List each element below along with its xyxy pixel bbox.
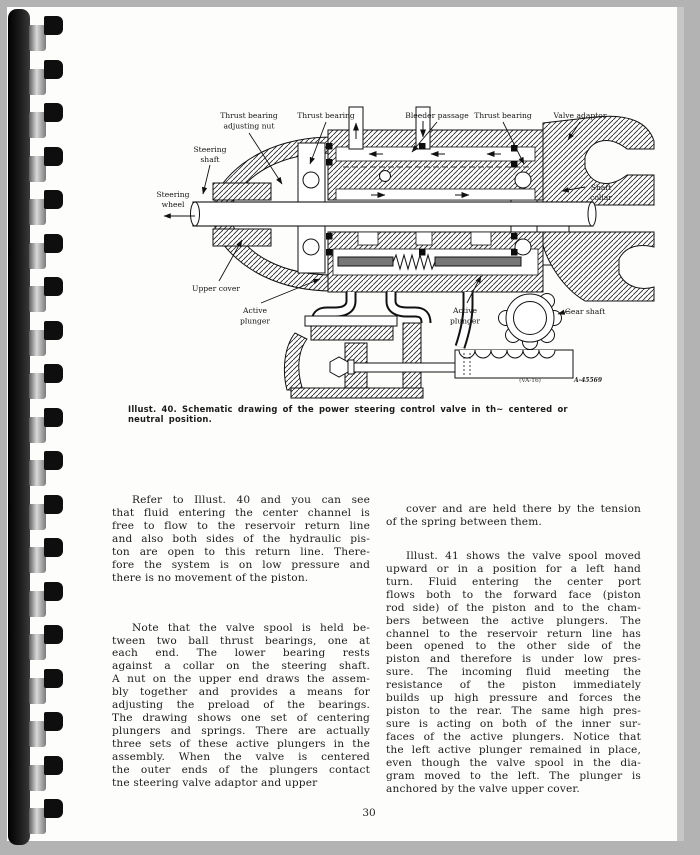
text-line: assembly. When the valve is centered [112, 750, 370, 763]
text-line: been opened to the other side of the [386, 640, 641, 653]
text-line: plungers and springs. There are actually [112, 725, 370, 738]
text-line: that fluid entering the center channel is [112, 506, 370, 519]
text-line: anchored by the valve upper cover. [386, 782, 580, 795]
text-line: Illust. 41 shows the valve spool moved [406, 549, 641, 562]
valve-body-upper [328, 107, 543, 200]
binding-tooth-tip [44, 712, 63, 731]
label-shaft-collar: Shaft [590, 183, 612, 192]
binding-tooth-tip [44, 60, 63, 79]
text-line: ton are open to this return line. There- [112, 545, 370, 558]
label-bleeder-passage: Bleeder passage [405, 111, 469, 120]
binding-tooth-tip [44, 495, 63, 514]
paragraph [112, 622, 370, 790]
page-edge-shadow [677, 7, 684, 841]
text-line: bly together and provides a means for [112, 686, 370, 699]
text-line: faces of the active plungers. Notice that [386, 731, 641, 743]
text-line: The drawing shows one set of centering [112, 712, 370, 725]
text-line: resistance of the piston immediately [386, 679, 641, 692]
label-steering-shaft: shaft [200, 155, 220, 164]
label-steering-wheel: Steering [156, 190, 190, 199]
binding-tooth-tip [44, 277, 63, 296]
text-line: Note that the valve spool is held be- [132, 621, 370, 634]
text-line: sure. The incoming fluid meeting the [386, 666, 641, 679]
label-steering-wheel: wheel [161, 200, 185, 209]
text-line: piston to the rear. The same high pres- [386, 705, 641, 718]
label-gear-shaft: Gear shaft [564, 307, 606, 316]
text-line: bers between the active plungers. The [386, 614, 641, 627]
comb-binding [0, 0, 70, 855]
binding-tooth-tip [44, 669, 63, 688]
lower-housing [284, 316, 423, 398]
binding-tooth-tip [44, 408, 63, 427]
text-line: upward or in a position for a left hand [386, 562, 641, 575]
binding-tooth-tip [44, 625, 63, 644]
text-line: piston and therefore is under low pres- [386, 653, 641, 666]
paragraph [112, 494, 370, 585]
label-active-plunger-right: Active [452, 306, 478, 315]
binding-tooth-tip [44, 16, 63, 35]
text-line: against a collar on the steering shaft. [112, 660, 370, 673]
steering-shaft-drawing [191, 202, 597, 226]
binding-tooth-tip [44, 756, 63, 775]
label-active-plunger-left: plunger [239, 316, 271, 326]
text-line: channel to the reservoir return line has [386, 627, 641, 640]
rack-drawing [455, 350, 573, 378]
text-line: flows both to the forward face (piston [386, 588, 641, 601]
binding-tooth-tip [44, 321, 63, 340]
label-shaft-collar: collar [590, 193, 612, 202]
binding-tooth-tip [44, 799, 63, 818]
text-line: turn. Fluid entering the center port [386, 575, 641, 588]
label-thrust-bearing-left: Thrust bearing [297, 111, 355, 120]
binding-spine [8, 9, 30, 845]
label-active-plunger-left: Active [242, 306, 268, 315]
text-line: rod side) of the piston and to the cham- [386, 601, 641, 614]
right-column [386, 503, 641, 796]
text-line: gram moved to the left. The plunger is [386, 769, 641, 782]
text-line: and also both sides of the hydraulic pis- [112, 532, 370, 545]
text-line: fore the system is on low pressure and [112, 558, 370, 571]
text-line: three sets of these active plungers in the [112, 738, 370, 750]
label-thrust-bearing-right: Thrust bearing [474, 111, 532, 120]
label-adjusting-nut: Thrust bearing [220, 111, 278, 120]
text-line: even though the valve spool in the dia- [386, 756, 641, 769]
text-line: sure is acting on both of the inner sur- [386, 718, 641, 731]
label-valve-adaptor: Valve adaptor [553, 111, 607, 120]
text-line: the left active plunger remained in place, [386, 743, 641, 756]
text-line: adjusting the preload of the bearings. [112, 699, 370, 712]
binding-tooth-tip [44, 582, 63, 601]
bolt-drawing [330, 357, 463, 377]
text-line: tne steering valve adaptor and upper [112, 776, 318, 789]
figure-caption: Illust. 40. Schematic drawing of the power steering control valve in th~ centered or neutral position. [128, 404, 568, 424]
binding-tooth-tip [44, 234, 63, 253]
left-column [112, 494, 370, 790]
text-line: cover and are held there by the tension [406, 503, 641, 515]
text-line: builds up high pressure and forces the [386, 692, 641, 705]
gear-shaft-drawing [499, 294, 562, 350]
label-adjusting-nut: adjusting nut [223, 121, 275, 131]
text-line: free to flow to the reservoir return line [112, 519, 370, 532]
schematic-figure [133, 95, 668, 405]
binding-tooth-tip [44, 147, 63, 166]
text-line: of the spring between them. [386, 515, 542, 528]
figure-code: A-45569 [573, 377, 603, 384]
paragraph [386, 550, 641, 796]
label-active-plunger-right: plunger [449, 316, 481, 326]
valve-body-lower [328, 232, 543, 292]
text-line: each end. The lower bearing rests [112, 647, 370, 660]
text-line: tween two ball thrust bearings, one at [112, 634, 370, 647]
text-line: there is no movement of the piston. [112, 571, 309, 584]
paragraph [386, 503, 641, 529]
binding-tooth-tip [44, 364, 63, 383]
binding-tooth-tip [44, 190, 63, 209]
label-upper-cover: Upper cover [192, 284, 240, 293]
binding-tooth-tip [44, 103, 63, 122]
page-number: 30 [362, 807, 376, 819]
figure-ref: (VA-16) [519, 378, 541, 384]
text-line: A nut on the upper end draws the assem- [112, 673, 370, 686]
binding-tooth-tip [44, 538, 63, 557]
binding-tooth-tip [44, 451, 63, 470]
text-line: Refer to Illust. 40 and you can see [132, 494, 370, 506]
text-line: the outer ends of the plungers contact [112, 763, 370, 776]
label-steering-shaft: Steering [193, 145, 227, 154]
